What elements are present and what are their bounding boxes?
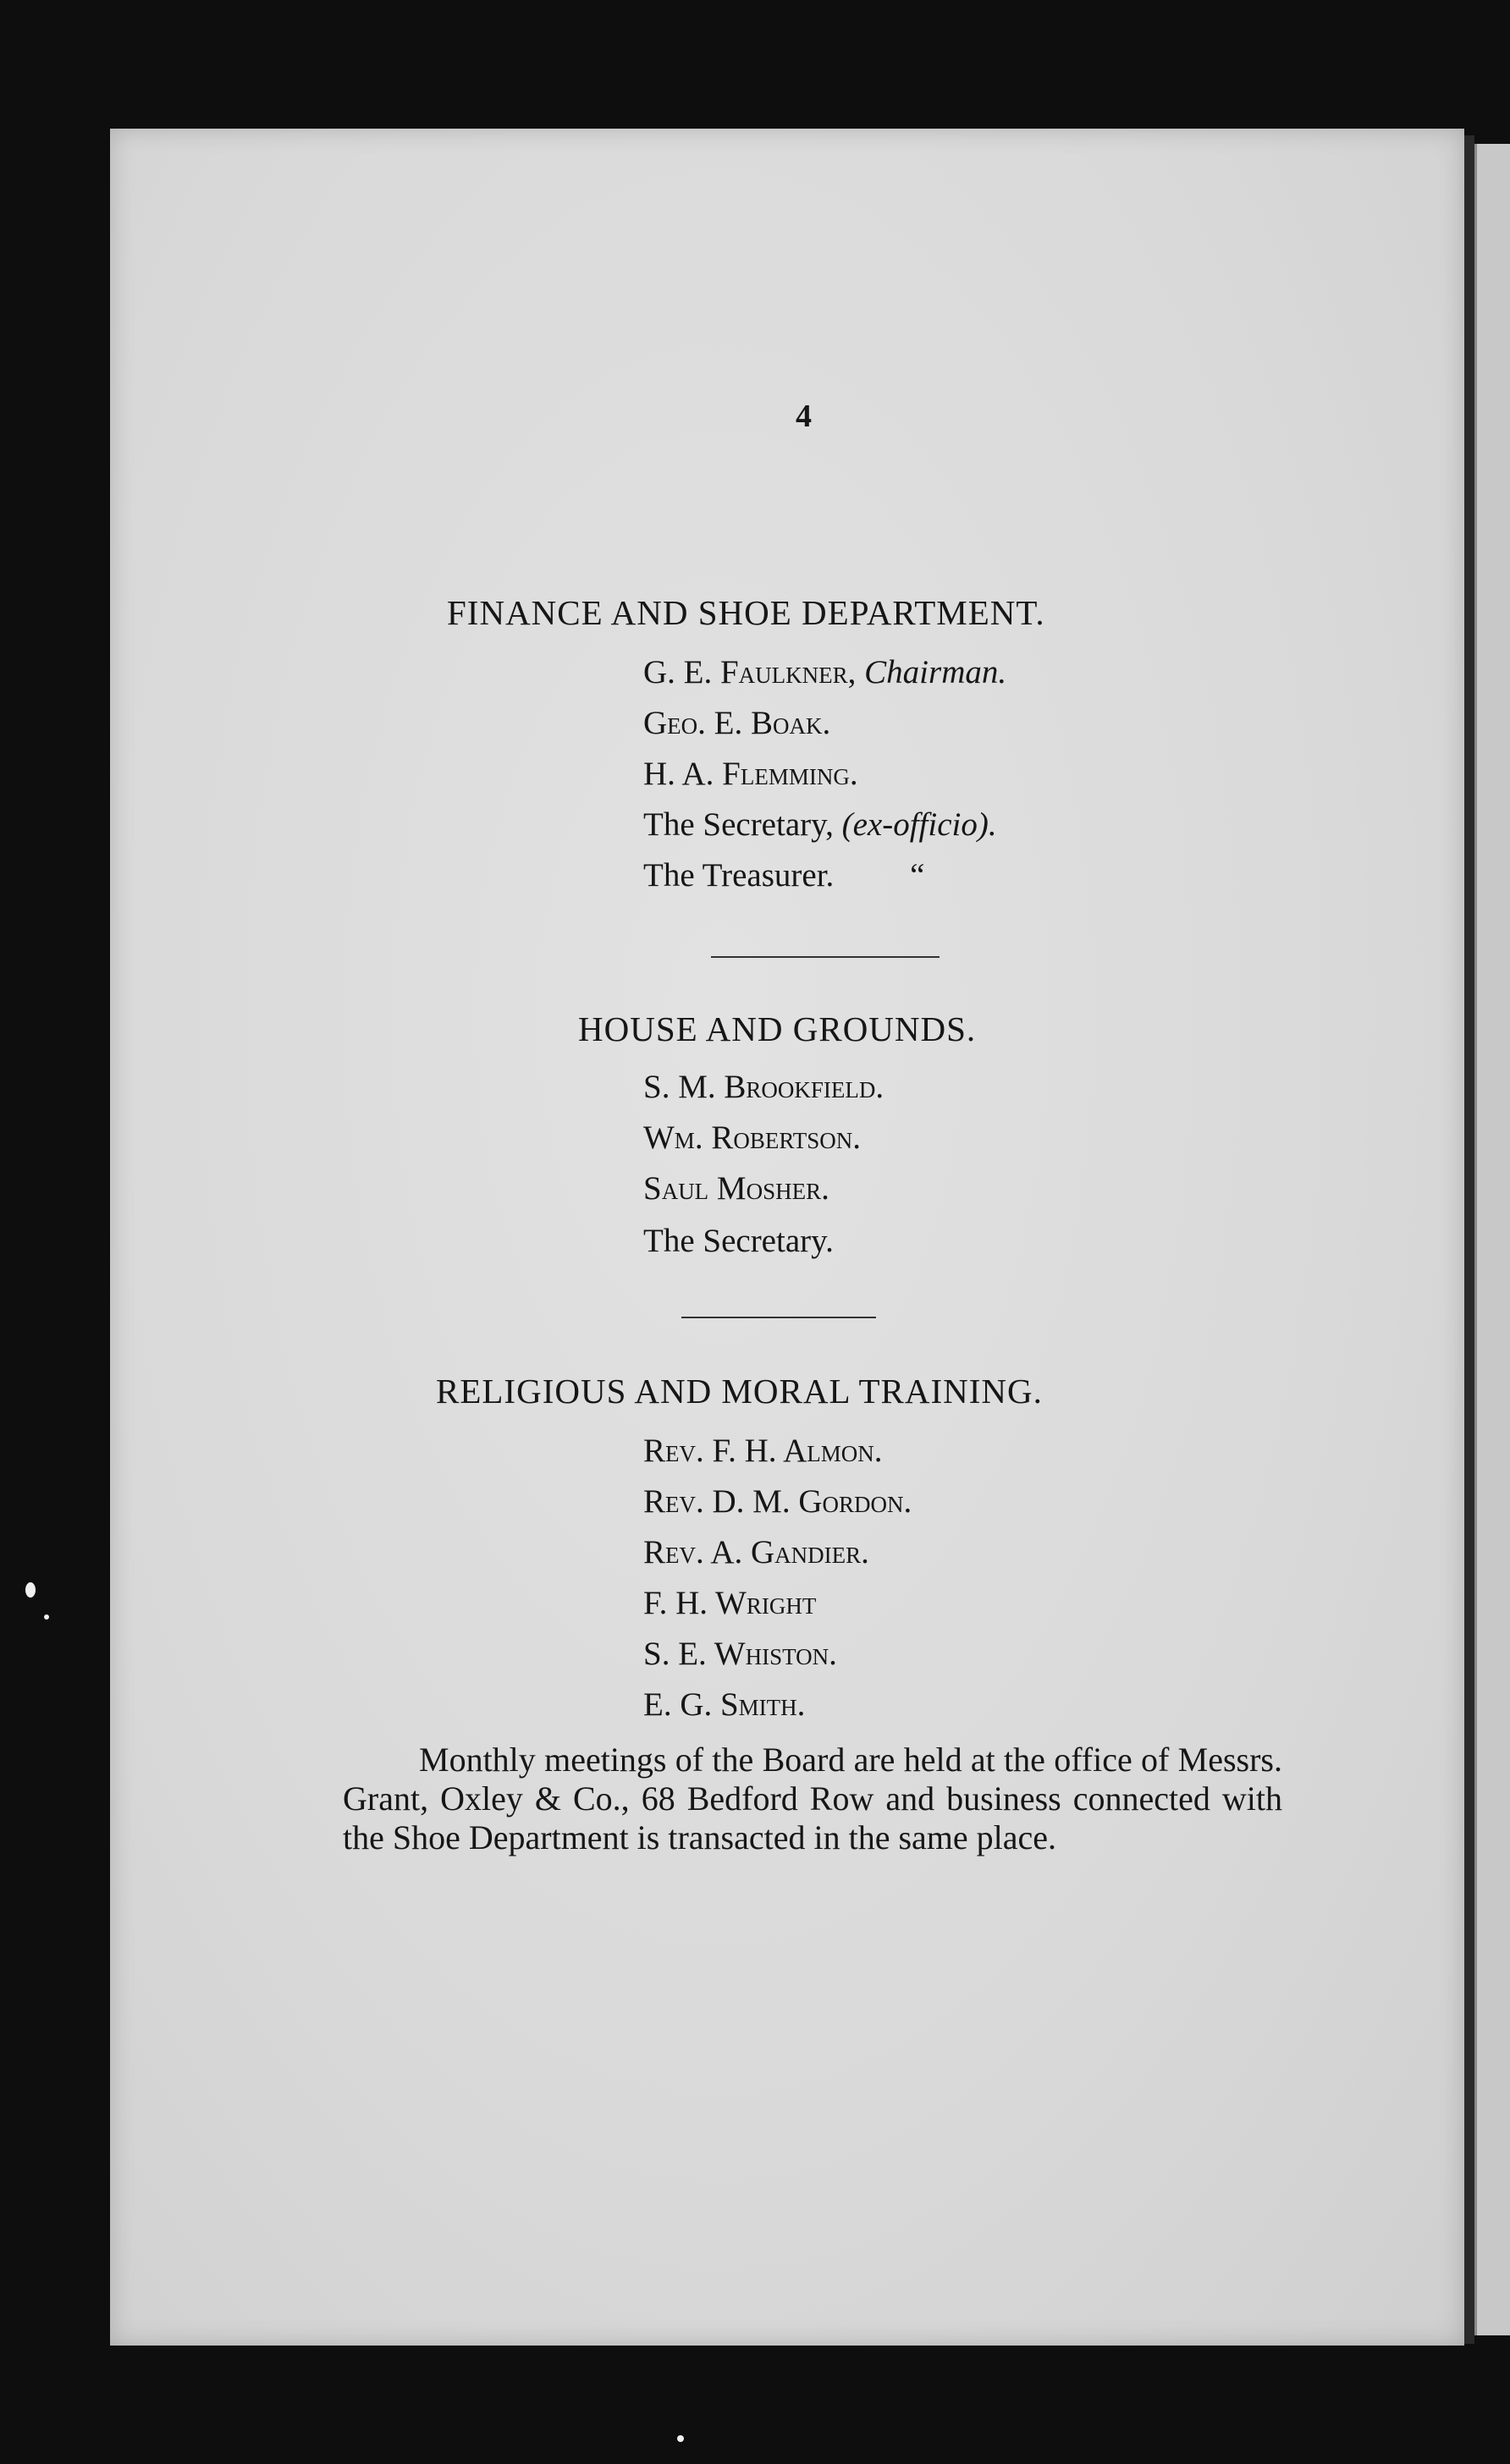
section-divider bbox=[711, 956, 940, 958]
member-entry: S. E. Whiston. bbox=[643, 1636, 837, 1672]
member-entry: The Treasurer. “ bbox=[643, 857, 925, 894]
member-entry: Wm. Robertson. bbox=[643, 1119, 861, 1156]
member-entry: The Secretary, (ex-officio). bbox=[643, 806, 997, 843]
member-entry: F. H. Wright bbox=[643, 1585, 817, 1621]
member-entry: Rev. F. H. Almon. bbox=[643, 1433, 883, 1469]
member-entry: H. A. Flemming. bbox=[643, 756, 858, 792]
member-entry: The Secretary. bbox=[643, 1223, 834, 1259]
section-divider bbox=[681, 1317, 876, 1318]
member-entry: Rev. D. M. Gordon. bbox=[643, 1483, 912, 1520]
member-entry: Geo. E. Boak. bbox=[643, 705, 831, 741]
ditto-mark: “ bbox=[910, 857, 925, 894]
scan-speck bbox=[25, 1582, 36, 1598]
scan-speck bbox=[677, 2435, 684, 2442]
section-heading-religious: RELIGIOUS AND MORAL TRAINING. bbox=[436, 1372, 1043, 1411]
facing-page-edge bbox=[1474, 144, 1510, 2335]
member-entry: Saul Mosher. bbox=[643, 1170, 829, 1207]
member-entry: G. E. Faulkner, Chairman. bbox=[643, 654, 1007, 690]
document-page bbox=[110, 129, 1464, 2346]
section-heading-house: HOUSE AND GROUNDS. bbox=[578, 1009, 977, 1048]
section-heading-finance: FINANCE AND SHOE DEPARTMENT. bbox=[447, 593, 1045, 632]
member-entry: E. G. Smith. bbox=[643, 1686, 806, 1723]
member-entry: S. M. Brookfield. bbox=[643, 1069, 885, 1105]
book-gutter bbox=[1464, 135, 1474, 2344]
closing-paragraph: Monthly meetings of the Board are held at the office of Messrs. Grant, Oxley & Co., 68 Bedford Row and business connected with the Shoe Department is transacted in the same place. bbox=[343, 1741, 1282, 1856]
scan-speck bbox=[44, 1614, 49, 1620]
page-number: 4 bbox=[796, 399, 812, 434]
member-entry: Rev. A. Gandier. bbox=[643, 1534, 869, 1570]
